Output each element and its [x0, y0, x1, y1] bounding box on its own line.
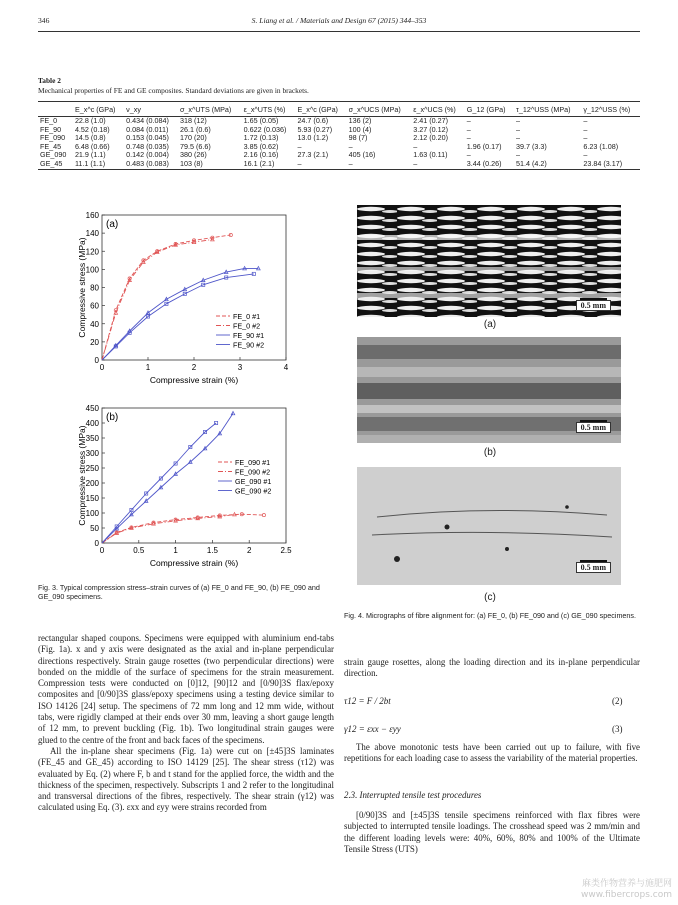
- table-col-header: E_x^c (GPa): [73, 102, 124, 117]
- micrograph-b: [357, 337, 621, 443]
- table-cell: –: [297, 141, 302, 151]
- x-tick-label: 4: [283, 363, 289, 372]
- table-col-header: γ_12^USS (%): [581, 102, 640, 117]
- y-tick-label: 100: [85, 509, 99, 518]
- y-tick-label: 300: [85, 449, 99, 458]
- legend-label: FE_90 #1: [233, 331, 265, 340]
- table-cell: 1.72 (0.13): [243, 133, 279, 143]
- table-cell: –: [515, 150, 520, 160]
- scale-bar-a: 0.5 mm: [576, 300, 611, 311]
- micrograph-a: [357, 205, 621, 317]
- legend-label: FE_90 #2: [233, 340, 265, 350]
- table-cell: 26.1 (0.6): [179, 124, 211, 134]
- table-cell: –: [515, 133, 520, 143]
- table-cell: FE_90: [40, 124, 62, 134]
- series-line: [102, 423, 216, 543]
- y-tick-label: 40: [90, 319, 99, 329]
- equation-3-number: (3): [612, 724, 623, 734]
- table-cell: 98 (7): [348, 133, 368, 143]
- left-paragraph-1: rectangular shaped coupons. Specimens were equipped with aluminium end-tabs (Fig. 1a). x and y axis were designated as the axial and in-plane perpendicular directions respectively. Strain gauge rosettes (two perpendicular directions) were bonded on the middle of the surface of specimens for the strain measurement. Compression tests were conducted on [0]12, [90]12 and [0/90]3S flax/epoxy composites and [0/90]3S glass/epoxy specimens using a testing device similar to ISO 14126 [24] setup. The specimens of 72 mm long and 12 mm wide, without tabs, were rigidly clamped at their ends over 30 mm, leaving a short gauge length of 12 mm, to prevent buckling (Fig. 1b). Two longitudinal strain gauges were glued to the centre of the front and back faces of the specimens.: [38, 633, 334, 745]
- table-cell: 136 (2): [348, 116, 372, 125]
- y-tick-label: 0: [94, 356, 99, 365]
- table-cell: –: [411, 160, 465, 169]
- table-cell: 318 (12): [179, 116, 207, 125]
- equation-2-number: (2): [612, 696, 623, 706]
- table-cell: 6.48 (0.66): [74, 141, 110, 151]
- table-caption-text: Mechanical properties of FE and GE composites. Standard deviations are given in brackets.: [38, 85, 309, 95]
- table-cell: 21.9 (1.1): [74, 150, 106, 160]
- micrograph-b-label: (b): [483, 447, 497, 458]
- scale-bar-c: 0.5 mm: [576, 562, 611, 573]
- table-cell: 3.44 (0.26): [465, 160, 514, 169]
- scale-bar-b: 0.5 mm: [576, 422, 611, 433]
- chart-a-svg: [78, 205, 308, 400]
- x-tick-label: 2.5: [280, 546, 292, 555]
- table-row: [38, 160, 640, 169]
- table-col-header: G_12 (GPa): [465, 102, 514, 117]
- table-col-header: σ_x^UCS (MPa): [347, 102, 412, 117]
- table-caption: [38, 76, 640, 95]
- legend-label: FE_090 #1: [235, 458, 271, 467]
- table-cell: –: [583, 133, 588, 143]
- table-cell: 0.622 (0.036): [243, 124, 287, 134]
- left-paragraph-2: All the in-plane shear specimens (Fig. 1a) were cut on [±45]3S laminates (FE_45 and GE_45) according to ISO 14129 [25]. The shear stress (τ12) was evaluated by Eq. (2) where F, b and t stand for the applied force, the width and the thickness of the specimen, respectively. Subscripts 1 and 2 refer to the longitudinal and transversal directions of the fibres, respectively. The shear strain (γ12) was calculated using Eq. (3). εxx and εyy were strains recorded from: [38, 745, 334, 813]
- table-cell: FE_090: [40, 133, 66, 143]
- series-line: [102, 239, 212, 360]
- x-axis-label: Compressive strain (%): [149, 558, 239, 568]
- table-cell: –: [583, 116, 588, 125]
- table-cell: 0.153 (0.045): [126, 133, 169, 143]
- table-col-header: E_x^c (GPa): [295, 102, 346, 117]
- y-tick-label: 400: [85, 419, 99, 428]
- running-header: [38, 16, 640, 28]
- table-col-header: ε_x^UTS (%): [242, 102, 296, 117]
- table-cell: FE_0: [40, 116, 58, 125]
- right-paragraph-1: strain gauge rosettes, along the loading direction and its in-plane perpendicular direction.: [344, 657, 640, 679]
- y-tick-label: 80: [90, 283, 99, 293]
- y-tick-label: 160: [85, 211, 99, 220]
- table-cell: 27.3 (2.1): [297, 150, 329, 160]
- chart-b-svg: [78, 398, 308, 583]
- panel-label: (b): [106, 412, 119, 423]
- table-cell: –: [466, 124, 471, 134]
- header-rule: [38, 31, 640, 32]
- micrograph-c-label: (c): [484, 592, 496, 603]
- chart-a: [78, 205, 308, 400]
- table-cell: GE_45: [38, 160, 73, 169]
- y-tick-label: 150: [85, 494, 99, 503]
- table-cell: 79.5 (6.6): [179, 141, 211, 151]
- y-tick-label: 450: [85, 404, 99, 413]
- legend-label: GE_090 #1: [235, 477, 272, 486]
- fig3-caption: Fig. 3. Typical compression stress–strain curves of (a) FE_0 and FE_90, (b) FE_090 and GE_090 specimens.: [38, 583, 320, 602]
- table-cell: –: [515, 116, 520, 125]
- right-paragraph-2: The above monotonic tests have been carried out up to failure, with five repetitions for each loading case to assess the variability of the material properties.: [344, 742, 640, 764]
- table-cell: 2.12 (0.20): [413, 133, 449, 143]
- x-axis-label: Compressive strain (%): [149, 375, 239, 385]
- journal-citation: S. Liang et al. / Materials and Design 67 (2015) 344–353: [251, 16, 427, 25]
- y-tick-label: 200: [85, 479, 99, 488]
- equation-3: γ12 = εxx − εyy: [344, 724, 401, 734]
- fig4-caption: Fig. 4. Micrographs of fibre alignment for: (a) FE_0, (b) FE_090 and (c) GE_090 specimens.: [344, 611, 637, 620]
- table-cell: 51.4 (4.2): [514, 160, 581, 169]
- series-line: [102, 514, 264, 543]
- table-cell: 0.434 (0.084): [126, 116, 169, 125]
- table-cell: 3.85 (0.62): [243, 141, 279, 151]
- x-tick-label: 1: [173, 546, 178, 555]
- micrograph-a-label: (a): [483, 319, 497, 330]
- legend-label: GE_090 #2: [235, 486, 272, 496]
- table-cell: 100 (4): [348, 124, 372, 134]
- table-cell: 11.1 (1.1): [73, 160, 124, 169]
- table-cell: 0.483 (0.083): [124, 160, 178, 169]
- table-cell: GE_090: [40, 150, 67, 160]
- y-tick-label: 140: [85, 229, 99, 239]
- table-cell: 5.93 (0.27): [297, 124, 333, 134]
- section-heading: 2.3. Interrupted tensile test procedures: [344, 790, 482, 800]
- table-label: Table 2: [38, 76, 61, 85]
- table-cell: –: [295, 160, 346, 169]
- table-cell: –: [348, 141, 353, 151]
- table-cell: 14.5 (0.8): [74, 133, 106, 143]
- x-tick-label: 1.5: [206, 546, 218, 555]
- table-cell: 0.142 (0.004): [126, 150, 169, 160]
- equation-2: τ12 = F / 2bt: [344, 696, 391, 706]
- table-cell: 405 (16): [348, 150, 376, 160]
- table-cell: 6.23 (1.08): [583, 141, 619, 151]
- panel-label: (a): [106, 219, 119, 230]
- table-cell: 3.27 (0.12): [413, 124, 449, 134]
- series-line: [102, 515, 234, 544]
- table-cell: 0.748 (0.035): [126, 141, 169, 151]
- page-number: 346: [38, 16, 50, 25]
- table-cell: FE_45: [40, 141, 62, 151]
- table-cell: –: [583, 150, 588, 160]
- table-cell: –: [466, 133, 471, 143]
- legend-label: FE_090 #2: [235, 467, 271, 477]
- table-cell: 103 (8): [178, 160, 242, 169]
- table-cell: 1.63 (0.11): [413, 150, 448, 160]
- table-cell: 4.52 (0.18): [74, 124, 110, 134]
- mechanical-properties-table: [38, 101, 640, 170]
- table-col-header: σ_x^UTS (MPa): [178, 102, 242, 117]
- table-cell: 22.8 (1.0): [74, 116, 106, 125]
- watermark-line-2: www.fibercrops.com: [581, 890, 672, 900]
- table-cell: –: [466, 150, 471, 160]
- table-cell: 380 (26): [179, 150, 207, 160]
- x-tick-label: 0.5: [133, 546, 145, 555]
- y-tick-label: 50: [90, 524, 99, 533]
- x-tick-label: 0: [99, 363, 105, 372]
- legend-label: FE_0 #1: [233, 312, 261, 321]
- table-col-header: ε_x^UCS (%): [411, 102, 465, 117]
- y-tick-label: 250: [85, 464, 99, 473]
- y-tick-label: 100: [85, 265, 99, 275]
- chart-b: [78, 398, 308, 583]
- table-header-row: [38, 102, 640, 117]
- x-tick-label: 0: [99, 546, 105, 555]
- table-cell: 170 (20): [179, 133, 207, 143]
- table-col-header: [38, 102, 73, 117]
- data-point: [231, 411, 235, 414]
- watermark-line-1: 麻类作物营养与施肥网: [581, 879, 672, 889]
- x-tick-label: 2: [246, 546, 252, 555]
- table-cell: 0.084 (0.011): [126, 124, 169, 134]
- y-tick-label: 120: [85, 247, 99, 257]
- table-cell: 16.1 (2.1): [242, 160, 296, 169]
- table-cell: 2.16 (0.16): [243, 150, 279, 160]
- right-paragraph-3: [0/90]3S and [±45]3S tensile specimens reinforced with flax fibres were subjected to interrupted tensile loadings. The crosshead speed was 2 mm/min and the different loading levels were: 40%, 60%, 80% and 100% of the Ultimate Tensile Stress (UTS): [344, 810, 640, 854]
- table-col-header: ν_xy: [124, 102, 178, 117]
- table-cell: –: [466, 116, 471, 125]
- table-cell: 23.84 (3.17): [581, 160, 640, 169]
- micrograph-c: [357, 467, 621, 585]
- table-cell: –: [413, 141, 418, 151]
- table-cell: –: [347, 160, 412, 169]
- table-cell: 1.96 (0.17): [466, 141, 502, 151]
- data-point: [233, 513, 237, 516]
- y-tick-label: 60: [90, 301, 99, 311]
- series-line: [102, 274, 254, 360]
- x-tick-label: 2: [191, 363, 197, 372]
- x-tick-label: 1: [145, 363, 151, 372]
- data-point: [257, 266, 261, 269]
- y-axis-label: Compressive stress (MPa): [78, 237, 87, 338]
- y-tick-label: 20: [90, 337, 99, 347]
- table-cell: –: [515, 124, 520, 134]
- table-cell: 24.7 (0.6): [297, 116, 329, 125]
- y-axis-label: Compressive stress (MPa): [78, 425, 87, 526]
- y-tick-label: 0: [94, 539, 99, 548]
- table-cell: 2.41 (0.27): [413, 116, 449, 125]
- table-cell: 39.7 (3.3): [515, 141, 547, 151]
- left-column-text: [38, 633, 334, 814]
- table-col-header: τ_12^USS (MPa): [514, 102, 581, 117]
- y-tick-label: 350: [85, 434, 99, 443]
- watermark: [581, 879, 672, 901]
- legend-label: FE_0 #2: [233, 321, 261, 331]
- x-tick-label: 3: [237, 363, 243, 372]
- series-line: [102, 413, 233, 543]
- table-cell: 1.65 (0.05): [243, 116, 279, 125]
- table-cell: 13.0 (1.2): [297, 133, 329, 143]
- table-cell: –: [583, 124, 588, 134]
